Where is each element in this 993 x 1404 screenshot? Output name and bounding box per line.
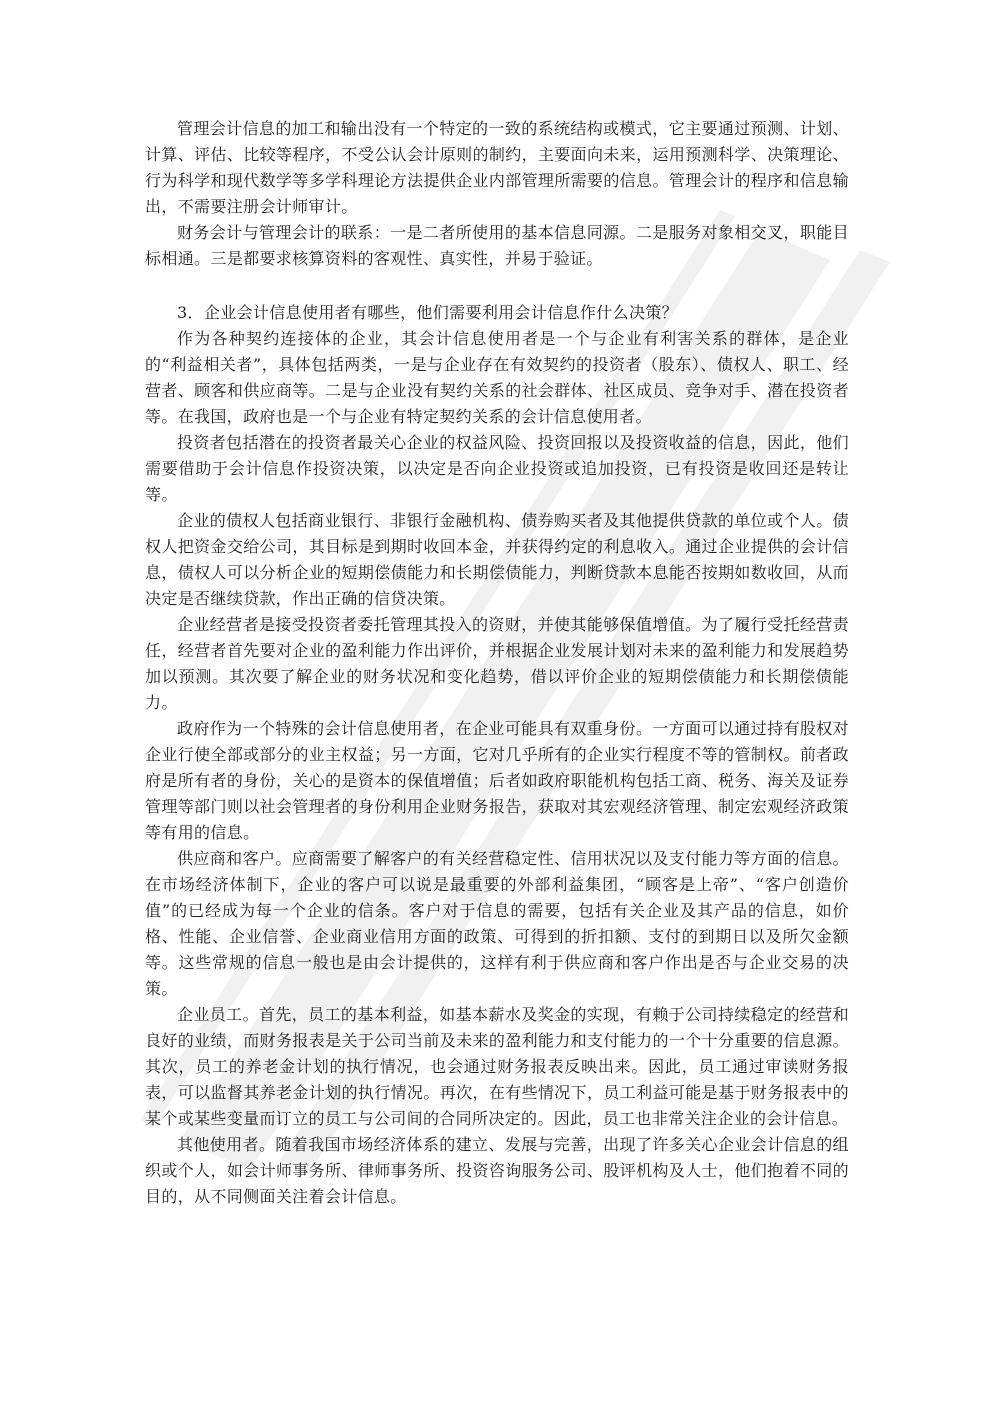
paragraph: 作为各种契约连接体的企业，其会计信息使用者是一个与企业有利害关系的群体，是企业的“利益相关者”，具体包括两类，一是与企业存在有效契约的投资者（股东）、债权人、职工、经营者、顾客和供应商等。二是与企业没有契约关系的社会群体、社区成员、竞争对手、潜在投资者等。在我国，政府也是一个与企业有特定契约关系的会计信息使用者。 — [145, 329, 849, 426]
paragraph: 企业员工。首先，员工的基本利益，如基本薪水及奖金的实现，有赖于公司持续稳定的经营和良好的业绩，而财务报表是关于公司当前及未来的盈利能力和支付能力的一个十分重要的信息源。其次，员工的养老金计划的执行情况，也会通过财务报表反映出来。因此，员工通过审读财务报表，可以监督其养老金计划的执行情况。再次，在有些情况下，员工利益可能是基于财务报表中的某个或某些变量而订立的员工与公司间的合同所决定的。因此，员工也非常关注企业的会计信息。 — [145, 1005, 849, 1128]
paragraph: 其他使用者。随着我国市场经济体系的建立、发展与完善，出现了许多关心企业会计信息的组织或个人，如会计师事务所、律师事务所、投资咨询服务公司、股评机构及人士，他们抱着不同的目的，从不同侧面关注着会计信息。 — [145, 1135, 849, 1206]
paragraph: 管理会计信息的加工和输出没有一个特定的一致的系统结构或模式，它主要通过预测、计划、计算、评估、比较等程序，不受公认会计原则的制约，主要面向未来，运用预测科学、决策理论、行为科学和现代数学等多学科理论方法提供企业内部管理所需要的信息。管理会计的程序和信息输出，不需要注册会计师审计。 — [145, 119, 849, 216]
paragraph: 供应商和客户。应商需要了解客户的有关经营稳定性、信用状况以及支付能力等方面的信息。在市场经济体制下，企业的客户可以说是最重要的外部利益集团，“顾客是上帝”、“客户创造价值”的已经成为每一个企业的信条。客户对于信息的需要，包括有关企业及其产品的信息，如价格、性能、企业信誉、企业商业信用方面的政策、可得到的折扣额、支付的到期日以及所欠金额等。这些常规的信息一般也是由会计提供的，这样有利于供应商和客户作出是否与企业交易的决策。 — [145, 849, 849, 998]
paragraph: 企业经营者是接受投资者委托管理其投入的资财，并使其能够保值增值。为了履行受托经营责任，经营者首先要对企业的盈利能力作出评价，并根据企业发展计划对未来的盈利能力和发展趋势加以预测。其次要了解企业的财务状况和变化趋势，借以评价企业的短期偿债能力和长期偿债能力。 — [145, 615, 849, 712]
paragraph: 政府作为一个特殊的会计信息使用者，在企业可能具有双重身份。一方面可以通过持有股权对企业行使全部或部分的业主权益；另一方面，它对几乎所有的企业实行程度不等的管制权。前者政府是所有者的身份，关心的是资本的保值增值；后者如政府职能机构包括工商、税务、海关及证券管理等部门则以社会管理者的身份利用企业财务报告，获取对其宏观经济管理、制定宏观经济政策等有用的信息。 — [145, 719, 849, 842]
section-gap — [145, 272, 849, 300]
document-body — [145, 116, 849, 1210]
paragraph: 财务会计与管理会计的联系：一是二者所使用的基本信息同源。二是服务对象相交叉，职能目标相通。三是都要求核算资料的客观性、真实性，并易于验证。 — [145, 223, 849, 268]
paragraph: 投资者包括潜在的投资者最关心企业的权益风险、投资回报以及投资收益的信息，因此，他们需要借助于会计信息作投资决策，以决定是否向企业投资或追加投资，已有投资是收回还是转让等。 — [145, 433, 849, 504]
paragraph: 企业的债权人包括商业银行、非银行金融机构、债券购买者及其他提供贷款的单位或个人。债权人把资金交给公司，其目标是到期时收回本金，并获得约定的利息收入。通过企业提供的会计信息，债权人可以分析企业的短期偿债能力和长期偿债能力，判断贷款本息能否按期如数收回，从而决定是否继续贷款，作出正确的信贷决策。 — [145, 511, 849, 608]
question-heading: 3．企业会计信息使用者有哪些，他们需要利用会计信息作什么决策？ — [177, 303, 679, 322]
